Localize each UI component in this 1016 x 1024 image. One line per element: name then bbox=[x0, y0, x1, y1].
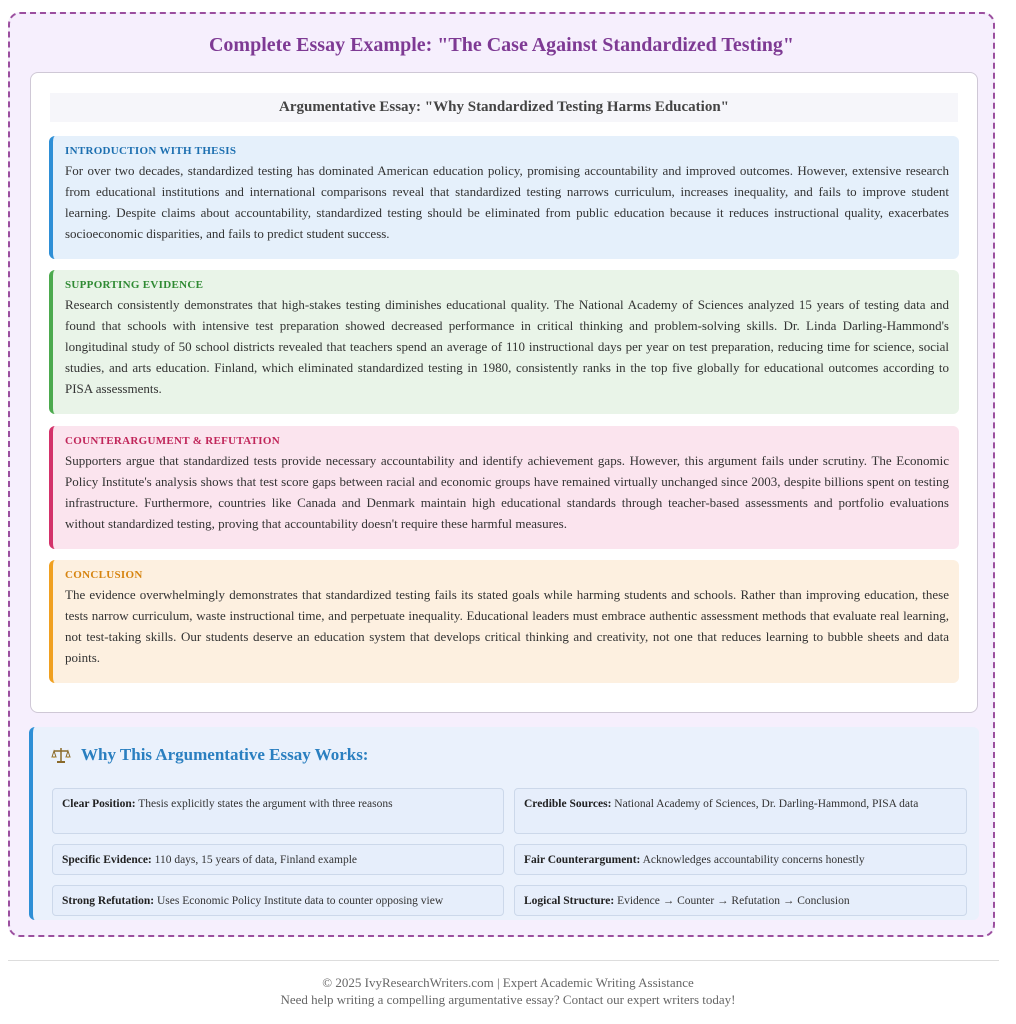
footer-cta: Need help writing a compelling argumentative essay? Contact our expert writers today! bbox=[280, 992, 736, 1007]
section-introduction bbox=[49, 136, 959, 259]
card-text: Thesis explicitly states the argument with three reasons bbox=[138, 798, 393, 810]
card-label: Credible Sources: bbox=[524, 798, 612, 810]
page-title: Complete Essay Example: "The Case Against Standardized Testing" bbox=[208, 34, 795, 56]
card-text: National Academy of Sciences, Dr. Darling-Hammond, PISA data bbox=[614, 798, 919, 810]
card-text: 110 days, 15 years of data, Finland example bbox=[154, 854, 357, 866]
section-label: COUNTERARGUMENT & REFUTATION bbox=[65, 435, 280, 447]
card-label: Clear Position: bbox=[62, 798, 136, 810]
why-it-works-box bbox=[29, 727, 979, 920]
card-text: Evidence → Counter → Refutation → Conclusion bbox=[617, 895, 850, 907]
section-text: Research consistently demonstrates that high-stakes testing diminishes educational quality. The National Academy of Sciences analyzed 15 years of testing data and found that schools with intensive test preparation showed decreased performance in critical thinking and problem-solving skills. Dr. Linda Darling-Hammond's longitudinal study of 50 school districts revealed that teachers spend an average of 110 instructional days per year on test preparation, reducing time for science, social studies, and arts education. Finland, which eliminated standardized testing in 1980, consistently ranks in the top five globally for educational outcomes according to PISA assessments. bbox=[65, 297, 949, 396]
works-card bbox=[52, 885, 504, 916]
works-card bbox=[52, 844, 504, 875]
footer-divider bbox=[8, 960, 999, 961]
card-label: Logical Structure: bbox=[524, 895, 615, 907]
essay-box bbox=[30, 72, 978, 713]
section-text: Supporters argue that standardized tests provide necessary accountability and identify achievement gaps. However, this argument fails under scrutiny. The Economic Policy Institute's analysis shows that test score gaps between racial and economic groups have remained virtually unchanged since 2003, despite billions spent on testing infrastructure. Furthermore, countries like Canada and Denmark maintain high educational standards through teacher-based assessments and portfolio evaluations without standardized testing, proving that accountability doesn't require these harmful measures. bbox=[65, 453, 949, 531]
scale-icon bbox=[51, 745, 71, 765]
essay-example-container bbox=[8, 12, 995, 937]
works-card bbox=[514, 885, 967, 916]
works-card bbox=[514, 844, 967, 875]
section-conclusion bbox=[49, 560, 959, 683]
why-it-works-heading: Why This Argumentative Essay Works: bbox=[81, 745, 369, 764]
card-label: Specific Evidence: bbox=[62, 854, 152, 866]
section-supporting-evidence bbox=[49, 270, 959, 414]
card-label: Strong Refutation: bbox=[62, 895, 155, 907]
card-text: Acknowledges accountability concerns honestly bbox=[642, 854, 865, 866]
card-label: Fair Counterargument: bbox=[524, 854, 641, 866]
essay-title: Argumentative Essay: "Why Standardized Testing Harms Education" bbox=[50, 93, 958, 122]
footer-copyright: © 2025 IvyResearchWriters.com | Expert Academic Writing Assistance bbox=[322, 975, 694, 990]
works-card bbox=[52, 788, 504, 834]
section-text: The evidence overwhelmingly demonstrates that standardized testing fails its stated goals while harming students and schools. Rather than improving education, these tests narrow curriculum, waste instructional time, and perpetuate inequality. Educational leaders must embrace authentic assessment methods that evaluate real learning, not test-taking skills. Our students deserve an education system that develops critical thinking and creativity, not one that reduces learning to bubble sheets and data points. bbox=[65, 587, 949, 665]
section-label: CONCLUSION bbox=[65, 569, 143, 581]
card-text: Uses Economic Policy Institute data to counter opposing view bbox=[156, 895, 444, 907]
works-card bbox=[514, 788, 967, 834]
section-text: For over two decades, standardized testing has dominated American education policy, promising accountability and improved outcomes. However, extensive research from educational institutions and international comparisons reveal that standardized testing narrows curriculum, increases inequality, and fails to improve student learning. Despite claims about accountability, standardized testing should be eliminated from public education because it reduces instructional quality, exacerbates socioeconomic disparities, and fails to predict student success. bbox=[65, 163, 949, 241]
section-label: SUPPORTING EVIDENCE bbox=[65, 279, 204, 291]
section-label: INTRODUCTION WITH THESIS bbox=[65, 145, 237, 157]
why-it-works-title bbox=[51, 745, 368, 765]
section-counterargument bbox=[49, 426, 959, 549]
